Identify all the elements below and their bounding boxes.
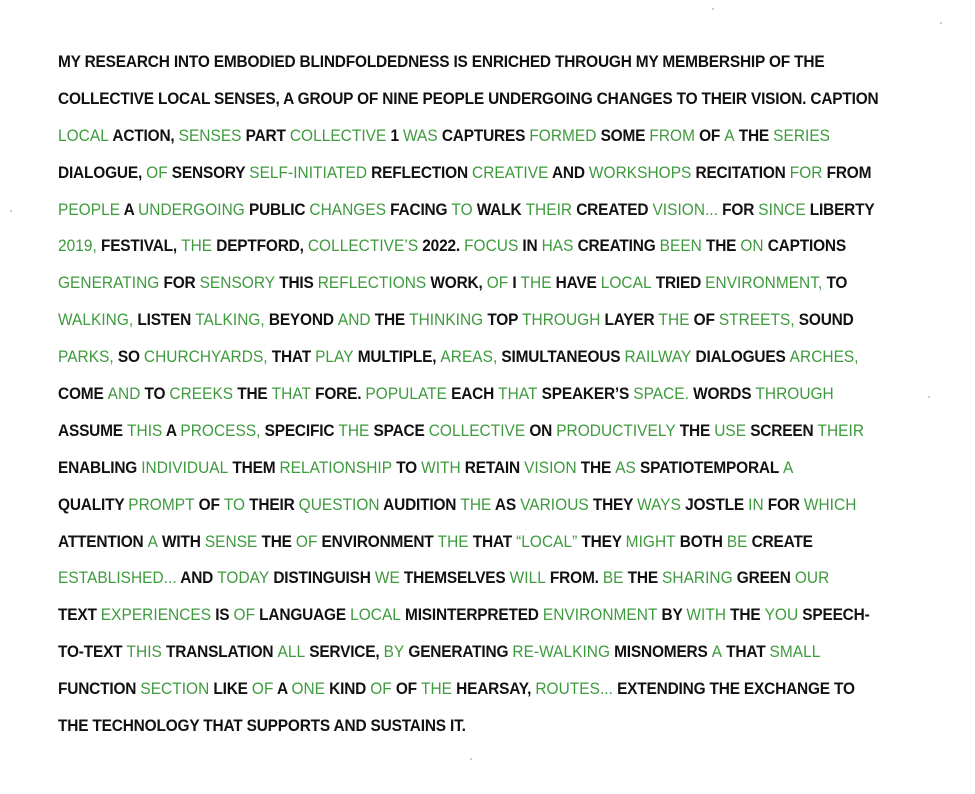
black-text: TO — [822, 273, 848, 293]
black-text: I — [508, 273, 521, 293]
text-line — [58, 49, 867, 86]
black-text: RETAIN — [460, 457, 525, 477]
black-text: DIALOGUE, — [58, 162, 147, 182]
text-line — [58, 492, 867, 529]
black-text: ON — [525, 420, 557, 440]
black-text: WALK — [472, 199, 526, 219]
green-word: RE-WALKING — [512, 642, 611, 662]
green-word: WITH — [421, 457, 461, 477]
green-word: OF — [486, 273, 509, 293]
green-word: COLLECTIVE’S — [307, 236, 419, 256]
black-text: TO — [392, 457, 422, 477]
black-text: TOP — [483, 310, 523, 330]
green-word: VISION... — [652, 199, 719, 219]
green-word: WORKSHOPS — [588, 162, 692, 182]
green-word: SELF-INITIATED — [249, 162, 368, 182]
black-text: DEPTFORD, — [212, 236, 308, 256]
green-word: A — [782, 457, 794, 477]
green-word: AS — [615, 457, 636, 477]
black-text: HAVE — [551, 273, 601, 293]
black-text: BEYOND — [264, 310, 338, 330]
black-text: OF — [194, 494, 224, 514]
black-text: THE TECHNOLOGY THAT SUPPORTS AND SUSTAINS IT. — [58, 716, 466, 736]
green-word: THE — [421, 679, 453, 699]
green-word: ROUTES... — [535, 679, 613, 699]
green-word: BE — [726, 531, 748, 551]
green-word: STREETS, — [718, 310, 795, 330]
black-text: EACH — [446, 384, 499, 404]
green-word: WAYS — [637, 494, 681, 514]
black-text: CAPTURES — [437, 125, 530, 145]
green-word: BEEN — [659, 236, 702, 256]
black-text: SERVICE, — [305, 642, 384, 662]
green-word: “LOCAL” — [516, 531, 578, 551]
black-text: 2022. — [418, 236, 465, 256]
green-word: LOCAL — [600, 273, 652, 293]
body-text — [58, 49, 928, 750]
green-word: MIGHT — [625, 531, 676, 551]
green-word: OF — [370, 679, 392, 699]
green-word: SECTION — [140, 679, 210, 699]
green-word: THIS — [126, 642, 162, 662]
black-text: SPEECH- — [798, 605, 870, 625]
black-text: THEMSELVES — [399, 568, 510, 588]
green-word: TODAY — [217, 568, 270, 588]
text-line — [58, 197, 875, 234]
green-word: CHURCHYARDS, — [143, 347, 268, 367]
black-text: MISNOMERS — [610, 642, 712, 662]
green-word: VISION — [524, 457, 577, 477]
black-text: 1 — [386, 125, 403, 145]
black-text: THE — [233, 384, 272, 404]
black-text: FOR — [159, 273, 200, 293]
green-word: CREEKS — [169, 384, 234, 404]
green-word: PARKS, — [58, 347, 114, 367]
green-word: VARIOUS — [520, 494, 589, 514]
text-line — [58, 233, 867, 270]
green-word: WALKING, — [58, 310, 134, 330]
text-line — [58, 713, 867, 750]
green-word: REFLECTIONS — [317, 273, 427, 293]
green-word: CHANGES — [309, 199, 387, 219]
black-text: CAPTIONS — [763, 236, 846, 256]
green-word: FORMED — [529, 125, 597, 145]
green-word: FROM — [649, 125, 696, 145]
black-text: TRIED — [651, 273, 706, 293]
text-line — [58, 602, 870, 639]
black-text: FOR — [763, 494, 804, 514]
green-word: OF — [251, 679, 274, 699]
green-word: TO — [223, 494, 246, 514]
black-text: FROM — [822, 162, 872, 182]
black-text: THEY — [588, 494, 638, 514]
green-word: ALL — [277, 642, 306, 662]
black-text: THE — [576, 457, 616, 477]
text-line — [58, 160, 872, 197]
green-word: OF — [295, 531, 318, 551]
black-text: MY RESEARCH INTO EMBODIED BLINDFOLDEDNESS IS ENRICHED THROUGH MY MEMBERSHIP OF THE — [58, 52, 825, 71]
black-text: ATTENTION — [58, 531, 148, 551]
black-text: FESTIVAL, — [96, 236, 182, 256]
text-line — [58, 123, 867, 160]
black-text: SCREEN — [746, 420, 818, 440]
green-word: THAT — [271, 384, 311, 404]
black-text: THIS — [275, 273, 318, 293]
black-text: KIND — [325, 679, 371, 699]
green-word: THINKING — [409, 310, 484, 330]
green-word: PROMPT — [128, 494, 195, 514]
black-text: PART — [241, 125, 290, 145]
black-text: CREATE — [747, 531, 813, 551]
black-text: TO — [140, 384, 170, 404]
green-word: OF — [233, 605, 256, 625]
text-line — [58, 529, 867, 566]
green-word: OUR — [794, 568, 830, 588]
green-word: ENVIRONMENT, — [705, 273, 823, 293]
black-text: SOUND — [794, 310, 854, 330]
green-word: FOCUS — [464, 236, 519, 256]
green-word: PRODUCTIVELY — [556, 420, 676, 440]
black-text: AND — [176, 568, 218, 588]
black-text: TEXT — [58, 605, 101, 625]
black-text: SENSORY — [167, 162, 250, 182]
green-word: INDIVIDUAL — [141, 457, 229, 477]
black-text: DIALOGUES — [691, 347, 790, 367]
black-text: COME — [58, 384, 108, 404]
black-text: LISTEN — [133, 310, 196, 330]
black-text: SPATIOTEMPORAL — [635, 457, 783, 477]
green-word: ARCHES, — [789, 347, 859, 367]
green-word: WILL — [509, 568, 546, 588]
black-text: THE — [257, 531, 296, 551]
black-text: BY — [657, 605, 687, 625]
green-word: WE — [374, 568, 400, 588]
text-line — [58, 418, 867, 455]
black-text: COLLECTIVE LOCAL SENSES, A GROUP OF NINE PEOPLE UNDERGOING CHANGES TO THEIR VISION. CAPTION — [58, 88, 879, 108]
green-word: A — [147, 531, 158, 551]
green-word: SPACE. — [633, 384, 689, 404]
green-word: PEOPLE — [58, 199, 121, 219]
black-text: FROM. — [545, 568, 603, 588]
black-text: EXTENDING THE EXCHANGE TO — [612, 679, 855, 699]
black-text: LAYER — [600, 310, 659, 330]
green-word: USE — [714, 420, 747, 440]
green-word: THEIR — [817, 420, 865, 440]
green-word: AND — [337, 310, 371, 330]
green-word: WAS — [402, 125, 438, 145]
black-text: THAT — [722, 642, 770, 662]
green-word: SHARING — [662, 568, 733, 588]
green-word: YOU — [764, 605, 799, 625]
black-text: CREATING — [573, 236, 660, 256]
green-word: ENVIRONMENT — [542, 605, 658, 625]
black-text: FACING — [386, 199, 452, 219]
black-text: FUNCTION — [58, 679, 141, 699]
black-text: PUBLIC — [244, 199, 310, 219]
green-word: LOCAL — [350, 605, 401, 625]
black-text: ENVIRONMENT — [317, 531, 438, 551]
black-text: THE — [370, 310, 410, 330]
black-text: THE — [726, 605, 765, 625]
black-text: SPECIFIC — [260, 420, 339, 440]
black-text: QUALITY — [58, 494, 129, 514]
text-line — [58, 86, 879, 123]
black-text: SPACE — [369, 420, 429, 440]
green-word: THEIR — [525, 199, 573, 219]
black-text: MULTIPLE, — [353, 347, 441, 367]
green-word: RELATIONSHIP — [279, 457, 393, 477]
black-text: ACTION, — [108, 125, 179, 145]
green-word: PLAY — [315, 347, 354, 367]
green-word: AREAS, — [440, 347, 498, 367]
black-text: THEIR — [245, 494, 299, 514]
green-word: PROCESS, — [180, 420, 261, 440]
green-word: ONE — [291, 679, 326, 699]
black-text: OF — [391, 679, 422, 699]
green-word: THE — [338, 420, 370, 440]
text-line — [58, 639, 867, 676]
green-word: SMALL — [769, 642, 821, 662]
text-line — [58, 307, 867, 344]
green-word: THE — [181, 236, 213, 256]
text-line — [58, 676, 867, 713]
black-text: ASSUME — [58, 420, 128, 440]
green-word: WITH — [686, 605, 727, 625]
green-word: BY — [383, 642, 405, 662]
black-text: OF — [695, 125, 725, 145]
black-text: THAT — [267, 347, 316, 367]
black-text: LIBERTY — [805, 199, 875, 219]
black-text: TO-TEXT — [58, 642, 127, 662]
green-word: THE — [437, 531, 469, 551]
black-text: A — [120, 199, 139, 219]
black-text: GENERATING — [404, 642, 513, 662]
black-text: SOME — [596, 125, 650, 145]
black-text: REFLECTION — [367, 162, 473, 182]
green-word: 2019, — [58, 236, 97, 256]
black-text: THAT — [468, 531, 517, 551]
green-word: A — [711, 642, 723, 662]
speck — [470, 758, 472, 760]
green-word: UNDERGOING — [138, 199, 245, 219]
green-word: A — [724, 125, 735, 145]
speck — [928, 396, 930, 398]
black-text: LANGUAGE — [255, 605, 351, 625]
black-text: THEY — [577, 531, 626, 551]
black-text: AND — [548, 162, 589, 182]
green-word: THROUGH — [755, 384, 834, 404]
speck — [940, 22, 942, 24]
green-word: GENERATING — [58, 273, 160, 293]
black-text: OF — [689, 310, 719, 330]
black-text: DISTINGUISH — [269, 568, 375, 588]
green-word: THE — [520, 273, 552, 293]
green-word: THAT — [498, 384, 538, 404]
speck — [712, 8, 714, 10]
text-line — [58, 270, 867, 307]
green-word: COLLECTIVE — [289, 125, 387, 145]
green-word: TALKING, — [195, 310, 265, 330]
green-word: THROUGH — [522, 310, 601, 330]
green-word: RAILWAY — [624, 347, 692, 367]
green-word: OF — [146, 162, 168, 182]
black-text: ENABLING — [58, 457, 142, 477]
green-word: SENSES — [178, 125, 242, 145]
green-word: FOR — [789, 162, 823, 182]
black-text: LIKE — [209, 679, 252, 699]
black-text: RECITATION — [691, 162, 790, 182]
green-word: THE — [460, 494, 492, 514]
green-word: TO — [451, 199, 473, 219]
green-word: EXPERIENCES — [100, 605, 212, 625]
black-text: IN — [518, 236, 542, 256]
black-text: IS — [211, 605, 234, 625]
green-word: THIS — [127, 420, 163, 440]
green-word: BE — [602, 568, 624, 588]
black-text: SPEAKER’S — [537, 384, 634, 404]
black-text: FOR — [718, 199, 759, 219]
black-text: HEARSAY, — [452, 679, 536, 699]
green-word: SINCE — [758, 199, 806, 219]
green-word: QUESTION — [298, 494, 380, 514]
green-word: COLLECTIVE — [428, 420, 526, 440]
black-text: WORDS — [688, 384, 756, 404]
green-word: CREATIVE — [472, 162, 549, 182]
green-word: LOCAL — [58, 125, 109, 145]
black-text: WITH — [157, 531, 205, 551]
green-word: THE — [658, 310, 690, 330]
green-word: POPULATE — [365, 384, 447, 404]
speck — [10, 210, 12, 212]
green-word: WHICH — [803, 494, 857, 514]
green-word: AND — [107, 384, 141, 404]
black-text: A — [273, 679, 292, 699]
black-text: SO — [113, 347, 144, 367]
black-text: THE — [675, 420, 715, 440]
black-text: AUDITION — [379, 494, 461, 514]
text-line — [58, 344, 867, 381]
black-text: TRANSLATION — [161, 642, 278, 662]
black-text: JOSTLE — [680, 494, 749, 514]
black-text: BOTH — [675, 531, 727, 551]
black-text: A — [162, 420, 181, 440]
green-word: ESTABLISHED... — [58, 568, 177, 588]
green-word: SENSORY — [199, 273, 276, 293]
black-text: SIMULTANEOUS — [497, 347, 625, 367]
text-line — [58, 565, 867, 602]
green-word: IN — [748, 494, 764, 514]
black-text: THE — [701, 236, 741, 256]
black-text: GREEN — [732, 568, 795, 588]
text-line — [58, 381, 867, 418]
black-text: THEM — [228, 457, 280, 477]
black-text: WORK, — [426, 273, 487, 293]
green-word: SERIES — [773, 125, 831, 145]
black-text: FORE. — [310, 384, 366, 404]
black-text: MISINTERPRETED — [400, 605, 543, 625]
black-text: THE — [734, 125, 774, 145]
black-text: AS — [491, 494, 521, 514]
green-word: ON — [740, 236, 764, 256]
black-text: CREATED — [572, 199, 653, 219]
black-text: THE — [623, 568, 663, 588]
text-line — [58, 455, 867, 492]
green-word: HAS — [541, 236, 574, 256]
green-word: SENSE — [204, 531, 258, 551]
